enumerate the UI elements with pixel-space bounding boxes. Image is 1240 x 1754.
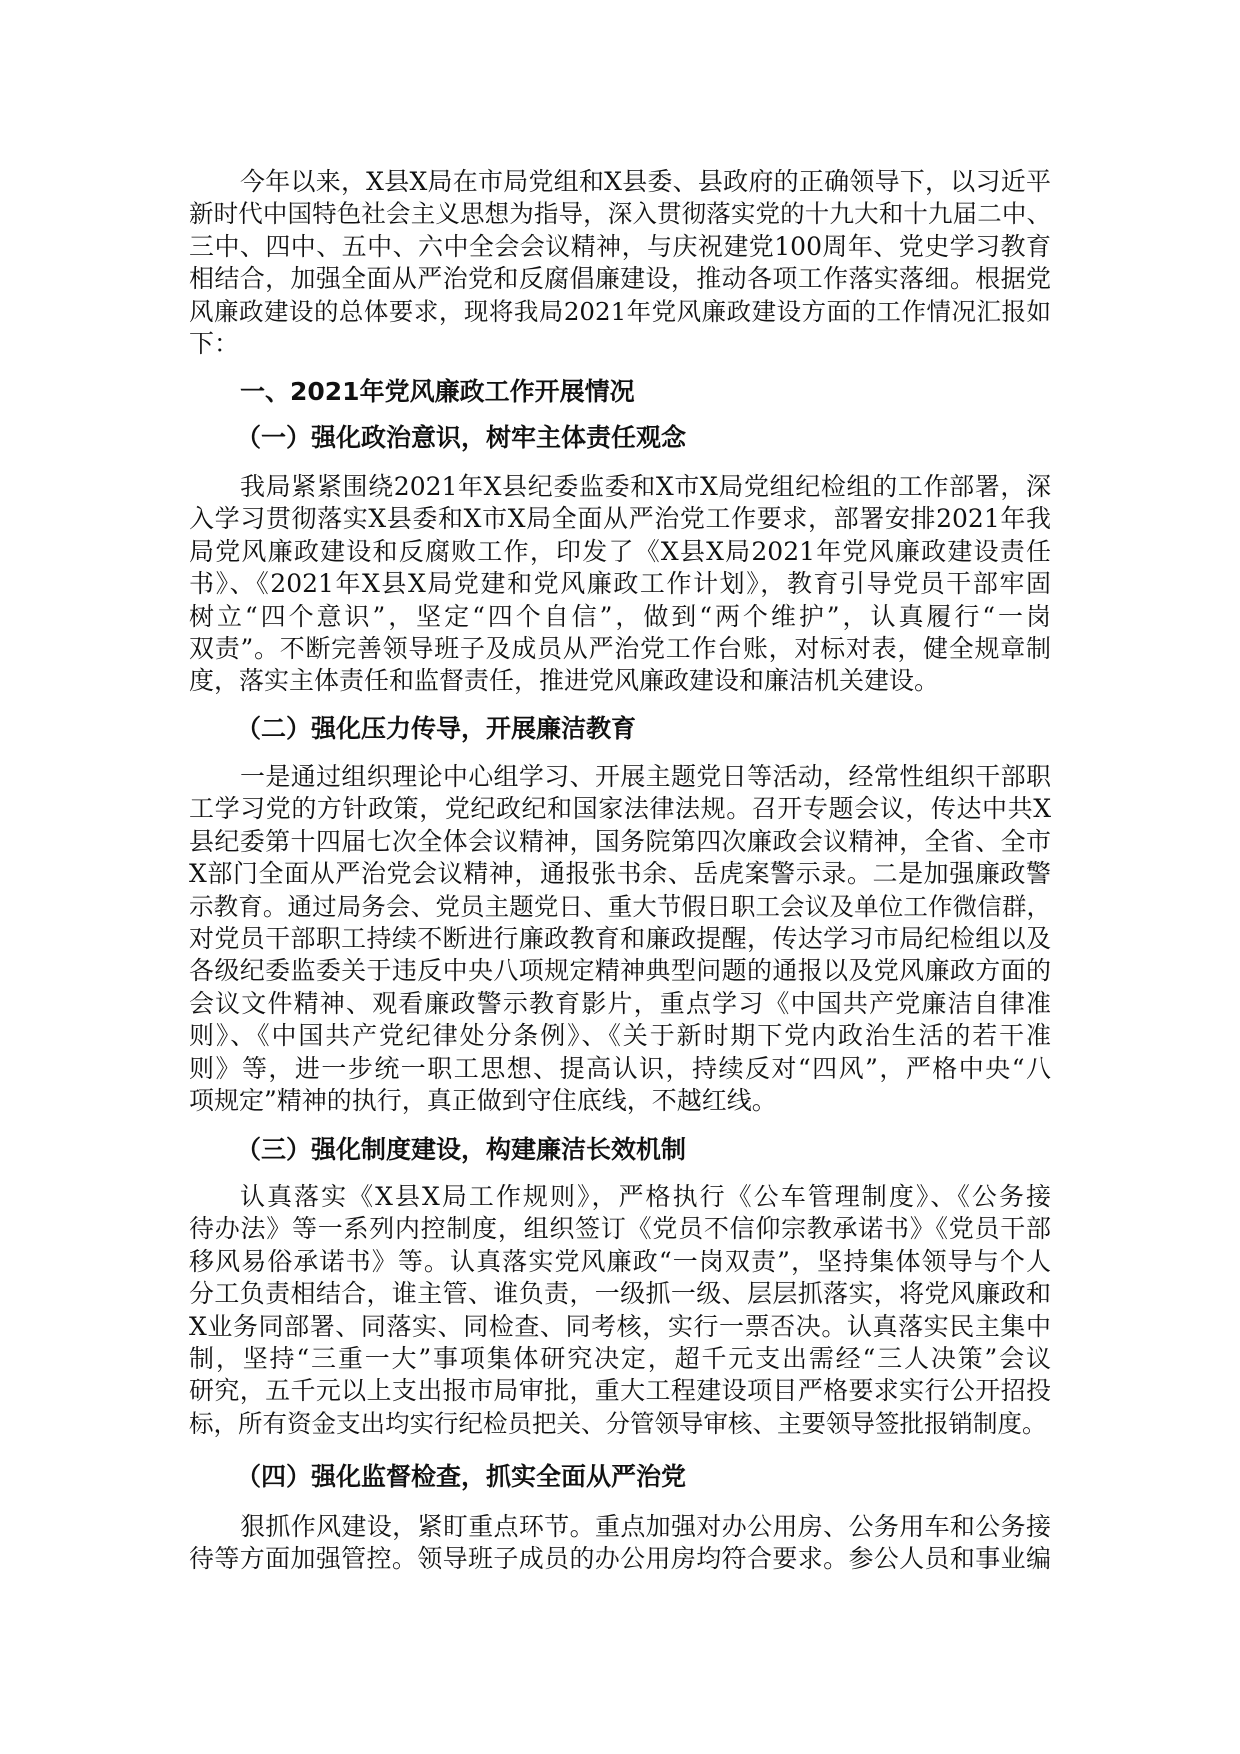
paragraph-system-building — [189, 1181, 1051, 1440]
paragraph-line: 度，落实主体责任和监督责任，推进党风廉政建设和廉洁机关建设。 — [189, 666, 940, 696]
paragraph-line: 今年以来，X县X局在市局党组和X县委、县政府的正确领导下，以习近平 — [240, 167, 1051, 196]
paragraph-line: 我局紧紧围绕2021年X县纪委监委和X市X局党组纪检组的工作部署，深 — [240, 472, 1051, 501]
paragraph-line: 双责”。不断完善领导班子及成员从严治党工作台账，对标对表，健全规章制 — [189, 633, 1051, 663]
paragraph-line: 待办法》等一系列内控制度，组织签订《党员不信仰宗教承诺书》《党员干部 — [189, 1214, 1051, 1244]
paragraph-intro — [189, 166, 1051, 360]
paragraph-line: 一是通过组织理论中心组学习、开展主题党日等活动，经常性组织干部职 — [240, 762, 1051, 791]
paragraph-line: X部门全面从严治党会议精神，通报张书余、岳虎案警示录。二是加强廉政警 — [189, 859, 1051, 889]
paragraph-line: 入学习贯彻落实X县委和X市X局全面从严治党工作要求，部署安排2021年我 — [189, 504, 1051, 534]
subheading-3: （三）强化制度建设，构建廉洁长效机制 — [236, 1135, 687, 1164]
paragraph-line: 标，所有资金支出均实行纪检员把关、分管领导审核、主要领导签批报销制度。 — [189, 1408, 1047, 1438]
paragraph-line: 移风易俗承诺书》等。认真落实党风廉政“一岗双责”，坚持集体领导与个人 — [189, 1246, 1051, 1276]
paragraph-line: 研究，五千元以上支出报市局审批，重大工程建设项目严格要求实行公开招投 — [189, 1376, 1051, 1406]
paragraph-line: 书》、《2021年X县X局党建和党风廉政工作计划》，教育引导党员干部牢固 — [189, 569, 1051, 599]
subheading-2: （二）强化压力传导，开展廉洁教育 — [236, 714, 637, 743]
paragraph-line: 制，坚持“三重一大”事项集体研究决定，超千元支出需经“三人决策”会议 — [189, 1343, 1051, 1373]
paragraph-line: 新时代中国特色社会主义思想为指导，深入贯彻落实党的十九大和十九届二中、 — [189, 199, 1051, 229]
paragraph-line: 分工负责相结合，谁主管、谁负责，一级抓一级、层层抓落实，将党风廉政和 — [189, 1279, 1051, 1309]
paragraph-line: 各级纪委监委关于违反中央八项规定精神典型问题的通报以及党风廉政方面的 — [189, 956, 1051, 986]
paragraph-line: 项规定”精神的执行，真正做到守住底线，不越红线。 — [189, 1085, 777, 1115]
paragraph-line: 狠抓作风建设，紧盯重点环节。重点加强对办公用房、公务用车和公务接 — [240, 1512, 1051, 1541]
paragraph-integrity-education — [189, 761, 1051, 1117]
paragraph-line: 则》等，进一步统一职工思想、提高认识，持续反对“四风”，严格中央“八 — [189, 1053, 1051, 1083]
paragraph-line: 会议文件精神、观看廉政警示教育影片，重点学习《中国共产党廉洁自律准 — [189, 988, 1051, 1018]
paragraph-line: 示教育。通过局务会、党员主题党日、重大节假日职工会议及单位工作微信群， — [189, 891, 1051, 921]
paragraph-line: 对党员干部职工持续不断进行廉政教育和廉政提醒，传达学习市局纪检组以及 — [189, 923, 1051, 953]
paragraph-line: 则》、《中国共产党纪律处分条例》、《关于新时期下党内政治生活的若干准 — [189, 1021, 1051, 1051]
paragraph-line: 树立“四个意识”，坚定“四个自信”，做到“两个维护”，认真履行“一岗 — [189, 601, 1051, 631]
paragraph-line: 待等方面加强管控。领导班子成员的办公用房均符合要求。参公人员和事业编 — [189, 1544, 1051, 1574]
paragraph-line: 工学习党的方针政策，党纪政纪和国家法律法规。召开专题会议，传达中共X — [189, 794, 1051, 824]
paragraph-line: 认真落实《X县X局工作规则》，严格执行《公车管理制度》、《公务接 — [240, 1182, 1051, 1211]
paragraph-line: 三中、四中、五中、六中全会会议精神，与庆祝建党100周年、党史学习教育 — [189, 231, 1051, 261]
subheading-4: （四）强化监督检查，抓实全面从严治党 — [236, 1462, 687, 1491]
paragraph-line: 县纪委第十四届七次全体会议精神，国务院第四次廉政会议精神，全省、全市 — [189, 826, 1051, 856]
paragraph-line: X业务同部署、同落实、同检查、同考核，实行一票否决。认真落实民主集中 — [189, 1311, 1051, 1341]
section-heading-1: 一、2021年党风廉政工作开展情况 — [240, 377, 635, 406]
paragraph-line: 风廉政建设的总体要求，现将我局2021年党风廉政建设方面的工作情况汇报如 — [189, 296, 1051, 326]
paragraph-line: 相结合，加强全面从严治党和反腐倡廉建设，推动各项工作落实落细。根据党 — [189, 264, 1051, 294]
paragraph-political-awareness — [189, 471, 1051, 698]
subheading-1: （一）强化政治意识，树牢主体责任观念 — [236, 423, 687, 452]
paragraph-line: 下： — [189, 328, 240, 358]
paragraph-line: 局党风廉政建设和反腐败工作，印发了《X县X局2021年党风廉政建设责任 — [189, 536, 1051, 566]
paragraph-supervision — [189, 1511, 1051, 1576]
